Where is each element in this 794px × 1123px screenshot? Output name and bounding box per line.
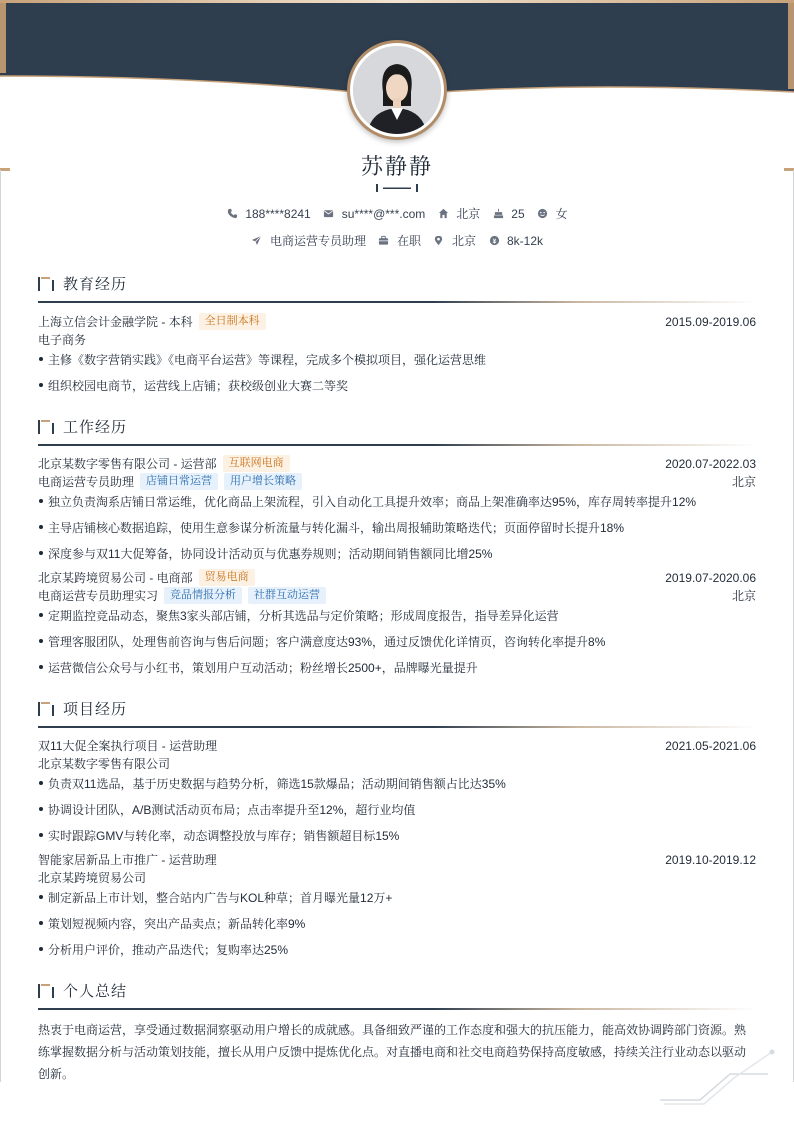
list-item: 分析用户评价，推动产品迭代；复购率达25% bbox=[38, 941, 756, 958]
company-name: 北京某数字零售有限公司 - 运营部 bbox=[38, 457, 217, 471]
list-item: 组织校园电商节，运营线上店铺；获校级创业大赛二等奖 bbox=[38, 377, 756, 394]
status-text: 在职 bbox=[396, 234, 421, 248]
list-item: 负责双11选品，基于历史数据与趋势分析，筛选15款爆品；活动期间销售额占比达35% bbox=[38, 775, 756, 792]
list-item: 主修《数字营销实践》《电商平台运营》等课程，完成多个模拟项目，强化运营思维 bbox=[38, 351, 756, 368]
section-title-summary: 个人总结 bbox=[38, 980, 127, 1001]
target-city-item bbox=[433, 232, 476, 249]
list-item: 主导店铺核心数据追踪，使用生意参谋分析流量与转化漏斗，输出周报辅助策略迭代；页面停留时长提升18% bbox=[38, 519, 756, 536]
phone-icon bbox=[226, 208, 238, 220]
project-company: 北京某数字零售有限公司 bbox=[38, 757, 171, 771]
summary-text: 热衷于电商运营，享受通过数据洞察驱动用户增长的成就感。具备细致严谨的工作态度和强大的抗压能力，能高效协调跨部门资源。熟练掌握数据分析与活动策划技能，擅长从用户反馈中提炼优化点。对直播电商和社交电商趋势保持高度敏感，持续关注行业动态以驱动创新。 bbox=[38, 1023, 747, 1081]
location-icon bbox=[433, 235, 445, 247]
avatar-photo bbox=[353, 46, 441, 134]
work-header bbox=[38, 569, 756, 586]
section-mark-icon bbox=[38, 277, 55, 291]
age-text: 25 bbox=[511, 206, 525, 221]
section-title-education: 教育经历 bbox=[38, 273, 127, 294]
list-item: 制定新品上市计划，整合站内广告与KOL种草；首月曝光量12万+ bbox=[38, 889, 756, 906]
phone-item bbox=[226, 207, 310, 221]
job-role: 电商运营专员助理实习 bbox=[38, 589, 159, 603]
project-period: 2021.05-2021.06 bbox=[665, 738, 756, 753]
school-name: 上海立信会计金融学院 - 本科 bbox=[38, 315, 193, 329]
briefcase-icon bbox=[378, 235, 390, 247]
section-divider bbox=[38, 1008, 756, 1010]
age-item bbox=[492, 207, 524, 221]
gender-item bbox=[537, 205, 568, 222]
project-company-row bbox=[38, 869, 756, 886]
work-role-row bbox=[38, 587, 756, 604]
target-city-text: 北京 bbox=[451, 234, 476, 248]
section-divider bbox=[38, 301, 756, 303]
project-company-row bbox=[38, 755, 756, 772]
work-period: 2019.07-2020.06 bbox=[665, 570, 756, 585]
target-position-text: 电商运营专员助理 bbox=[269, 234, 366, 248]
email-item bbox=[323, 207, 426, 221]
list-item: 独立负责淘系店铺日常运维，优化商品上架流程，引入自动化工具提升效率；商品上架准确率达95%，库存周转率提升12% bbox=[38, 493, 756, 510]
home-item bbox=[437, 205, 480, 222]
education-header bbox=[38, 313, 756, 330]
list-item: 深度参与双11大促筹备，协同设计活动页与优惠券规则；活动期间销售额同比增25% bbox=[38, 545, 756, 562]
email-text: su****@***.com bbox=[341, 206, 426, 221]
section-divider bbox=[38, 726, 756, 728]
job-role: 电商运营专员助理 bbox=[38, 475, 135, 489]
gender-icon bbox=[537, 208, 549, 220]
education-type-tag: 全日制本科 bbox=[199, 313, 266, 330]
cake-icon bbox=[492, 208, 504, 220]
skill-tag: 社群互动运营 bbox=[248, 587, 326, 604]
work-role-row bbox=[38, 473, 756, 490]
major: 电子商务 bbox=[38, 333, 87, 347]
name-divider-icon bbox=[376, 183, 418, 193]
avatar bbox=[347, 40, 447, 140]
list-item: 协调设计团队，A/B测试活动页布局；点击率提升至12%，超行业均值 bbox=[38, 801, 756, 818]
contact-info-row bbox=[0, 205, 794, 222]
section-mark-icon bbox=[38, 702, 55, 716]
skill-tag: 店铺日常运营 bbox=[140, 473, 218, 490]
skill-tag: 竞品情报分析 bbox=[164, 587, 242, 604]
section-title-work: 工作经历 bbox=[38, 416, 127, 437]
home-icon bbox=[437, 208, 449, 220]
status-item bbox=[378, 232, 421, 249]
list-item: 实时跟踪GMV与转化率，动态调整投放与库存；销售额超目标15% bbox=[38, 827, 756, 844]
project-header bbox=[38, 737, 756, 754]
send-icon bbox=[251, 235, 263, 247]
candidate-name: 苏静静 bbox=[360, 154, 433, 179]
phone-text: 188****8241 bbox=[245, 206, 311, 221]
job-intent-row bbox=[0, 232, 794, 249]
section-mark-icon bbox=[38, 984, 55, 998]
project-title: 智能家居新品上市推广 - 运营助理 bbox=[38, 853, 217, 867]
home-text: 北京 bbox=[456, 207, 481, 221]
salary-text: 8k-12k bbox=[507, 233, 544, 248]
industry-tag: 贸易电商 bbox=[199, 569, 255, 586]
education-period: 2015.09-2019.06 bbox=[665, 314, 756, 329]
work-header bbox=[38, 455, 756, 472]
list-item: 定期监控竞品动态，聚焦3家头部店铺，分析其选品与定价策略；形成周度报告，指导差异化运营 bbox=[38, 607, 756, 624]
skill-tag: 用户增长策略 bbox=[224, 473, 302, 490]
corner-decoration-icon bbox=[660, 1048, 778, 1108]
section-title-project: 项目经历 bbox=[38, 698, 127, 719]
mail-icon bbox=[323, 208, 335, 220]
company-name: 北京某跨境贸易公司 - 电商部 bbox=[38, 571, 193, 585]
work-period: 2020.07-2022.03 bbox=[665, 456, 756, 471]
work-city: 北京 bbox=[731, 475, 756, 489]
money-icon bbox=[488, 235, 500, 247]
list-item: 管理客服团队，处理售前咨询与售后问题；客户满意度达93%，通过反馈优化详情页，咨询转化率提升8% bbox=[38, 633, 756, 650]
industry-tag: 互联网电商 bbox=[223, 455, 290, 472]
project-header bbox=[38, 851, 756, 868]
target-position-item bbox=[251, 232, 366, 249]
left-border bbox=[0, 170, 1, 1082]
list-item: 运营微信公众号与小红书，策划用户互动活动；粉丝增长2500+，品牌曝光量提升 bbox=[38, 659, 756, 676]
section-divider bbox=[38, 444, 756, 446]
work-city: 北京 bbox=[731, 589, 756, 603]
gender-text: 女 bbox=[555, 207, 568, 221]
list-item: 策划短视频内容，突出产品卖点；新品转化率9% bbox=[38, 915, 756, 932]
project-title: 双11大促全案执行项目 - 运营助理 bbox=[38, 739, 218, 753]
section-mark-icon bbox=[38, 420, 55, 434]
project-period: 2019.10-2019.12 bbox=[665, 852, 756, 867]
project-company: 北京某跨境贸易公司 bbox=[38, 871, 147, 885]
salary-item bbox=[488, 234, 543, 248]
education-major-row bbox=[38, 331, 756, 348]
